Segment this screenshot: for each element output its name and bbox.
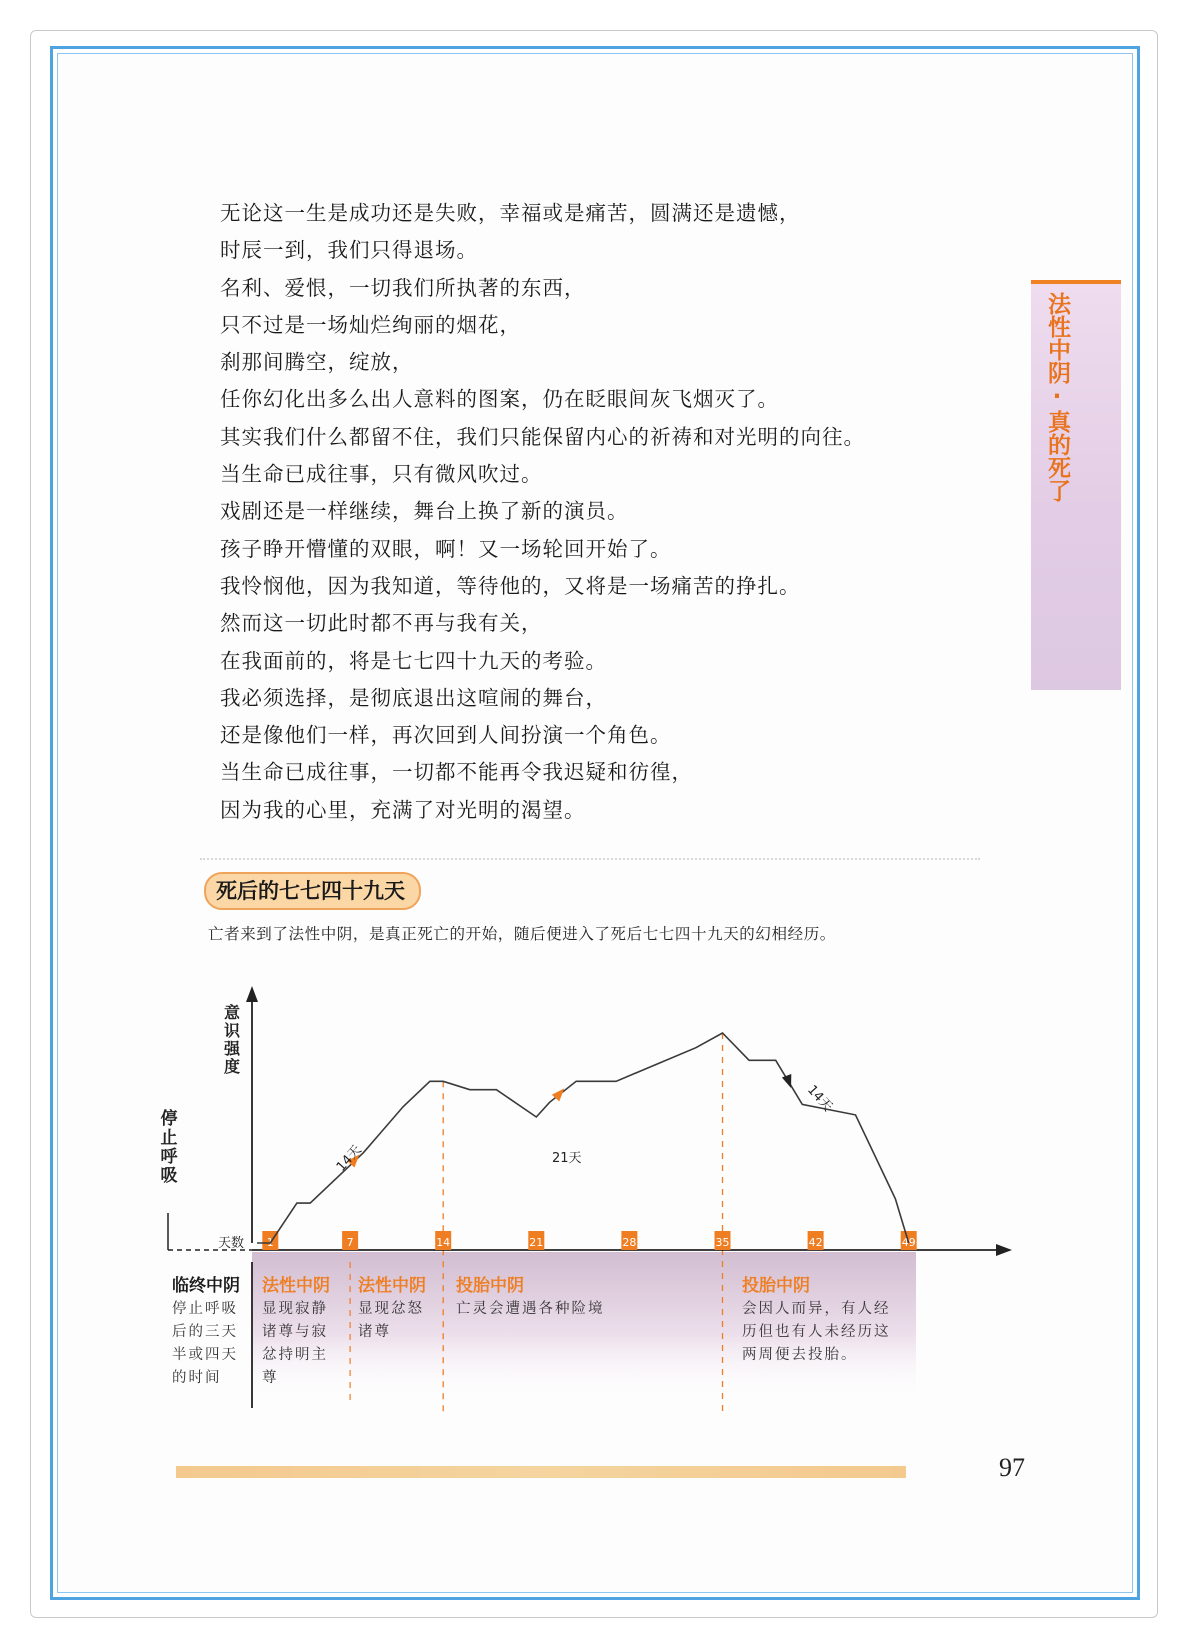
poem-line: 只不过是一场灿烂绚丽的烟花， [220,312,521,337]
section-description: 亡者来到了法性中阴，是真正死亡的开始，随后便进入了死后七七四十九天的幻相经历。 [208,925,836,943]
x-tick-label: 21 [529,1236,544,1249]
poem-line: 其实我们什么都留不住，我们只能保留内心的祈祷和对光明的向往。 [220,424,865,449]
y-axis-label: 识 [223,1021,241,1040]
x-tick-label: 7 [346,1236,354,1249]
section-title: 死后的七七四十九天 [204,872,421,910]
phase-becoming-bardo-1 [456,1275,696,1321]
phase-becoming-bardo-2 [742,1275,892,1367]
poem-line: 我怜悯他，因为我知道，等待他的，又将是一场痛苦的挣扎。 [220,573,801,598]
phase-text: 停止呼吸后的三天半或四天的时间 [172,1301,238,1386]
phase-dharmata-bardo-2 [358,1275,440,1344]
y-axis-label: 意 [223,1003,241,1022]
poem-line: 孩子睁开懵懂的双眼，啊！又一场轮回开始了。 [220,536,672,561]
phase-dying-bardo [172,1275,252,1390]
x-tick-label: 14 [436,1236,451,1249]
phase-text: 会因人而异，有人经历但也有人未经历这两周便去投胎。 [742,1301,891,1363]
y-axis-label: 强 [223,1039,241,1058]
breath-stop-label: 止 [160,1128,178,1148]
phase-text: 显现忿怒诸尊 [358,1301,424,1340]
phase-title: 投胎中阴 [742,1276,810,1296]
x-tick-label: 28 [622,1236,637,1249]
poem-line: 刹那间腾空，绽放， [220,350,414,375]
y-axis-label: 度 [223,1057,241,1076]
poem-line: 因为我的心里，充满了对光明的渴望。 [220,797,586,822]
phase-text: 显现寂静诸尊与寂忿持明主尊 [262,1301,328,1386]
breath-stop-label: 吸 [160,1166,178,1186]
poem-line: 时辰一到，我们只得退场。 [220,238,478,263]
x-tick-label: 35 [715,1236,730,1249]
phase-text: 亡灵会遭遇各种险境 [456,1301,605,1317]
poem-line: 戏剧还是一样继续，舞台上换了新的演员。 [220,499,629,524]
poem-line: 在我面前的，将是七七四十九天的考验。 [220,648,607,673]
y-axis-arrow [246,986,258,1002]
line-arrow [782,1074,796,1090]
consciousness-line [257,1033,909,1243]
footer-bar [176,1466,906,1478]
x-tick-label: 49 [901,1236,916,1249]
phase-title: 投胎中阴 [456,1276,524,1296]
duration-annotation: 14天 [333,1142,365,1175]
poem-line: 我必须选择，是彻底退出这喧闹的舞台， [220,685,607,710]
duration-annotation: 21天 [552,1151,582,1166]
phase-title: 临终中阴 [172,1276,240,1296]
x-axis-arrow [996,1244,1012,1256]
poem-line: 当生命已成往事，只有微风吹过。 [220,462,543,487]
x-tick-label: 1 [266,1236,274,1249]
page-number: 97 [999,1453,1025,1482]
x-axis-label: 天数 [218,1236,245,1251]
poem-line: 任你幻化出多么出人意料的图案，仍在眨眼间灰飞烟灭了。 [220,387,779,412]
duration-annotation: 14天 [804,1082,835,1115]
phase-dharmata-bardo-1 [262,1275,344,1390]
phase-title: 法性中阴 [358,1276,426,1296]
chapter-side-tab-label: 法性中阴·真的死了 [1044,292,1070,502]
poem-line: 名利、爱恨，一切我们所执著的东西， [220,275,586,300]
poem-line: 还是像他们一样，再次回到人间扮演一个角色。 [220,723,672,748]
poem-line: 无论这一生是成功还是失败，幸福或是痛苦，圆满还是遗憾， [220,201,801,225]
x-tick-label: 42 [808,1236,823,1249]
breath-stop-label: 停 [160,1109,178,1129]
phase-title: 法性中阴 [262,1276,330,1296]
poem-line: 当生命已成往事，一切都不能再令我迟疑和彷徨， [220,760,693,785]
poem-line: 然而这一切此时都不再与我有关， [220,611,543,636]
breath-stop-label: 呼 [160,1147,178,1167]
